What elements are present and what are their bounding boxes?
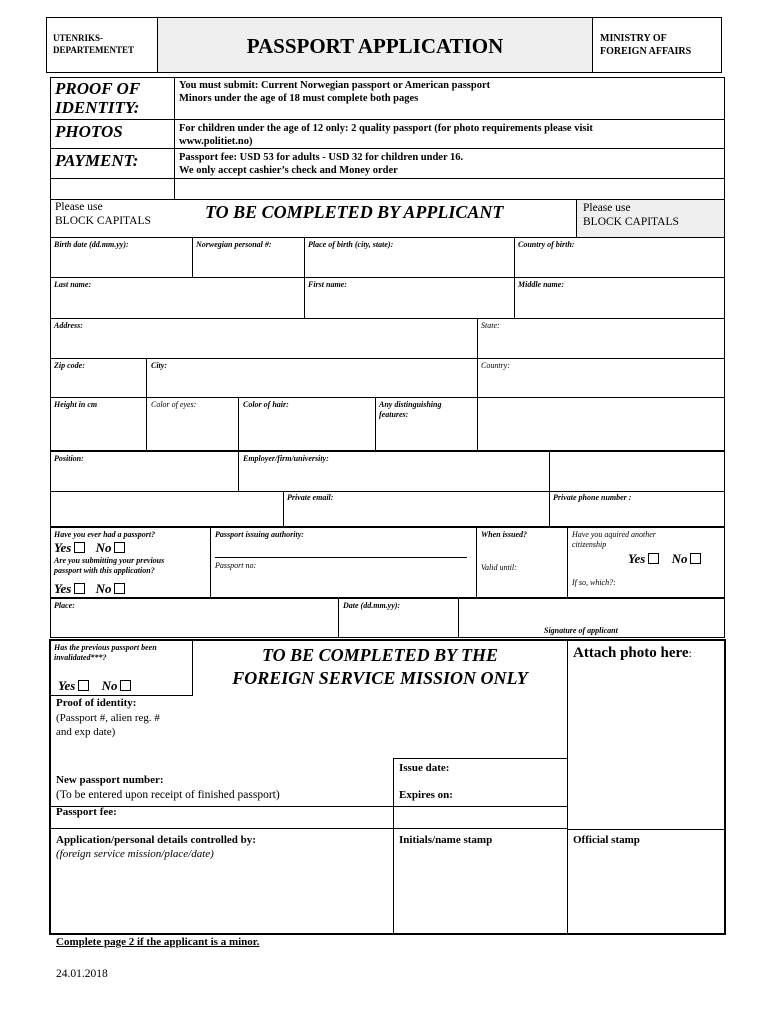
- city-field[interactable]: City:: [151, 361, 167, 370]
- proof-note-line2: and exp date): [56, 726, 116, 738]
- submitting-passport-question: [54, 556, 164, 576]
- payment-label: PAYMENT:: [55, 151, 139, 170]
- issuing-authority-field[interactable]: Passport issuing authority:: [215, 530, 304, 539]
- zip-code-field[interactable]: Zip code:: [54, 361, 85, 370]
- mission-section-title: [193, 644, 567, 690]
- place-of-birth-field[interactable]: Place of birth (city, state):: [308, 240, 394, 249]
- submitting-line2: passport with this application?: [54, 566, 155, 575]
- submitting-yes-label: Yes: [54, 581, 72, 596]
- birth-date-field[interactable]: Birth date (dd.mm.yy):: [54, 240, 129, 249]
- employment-row: [50, 451, 725, 492]
- block-capitals-right-text: [583, 201, 679, 229]
- citizenship-no-checkbox[interactable]: [690, 553, 701, 564]
- photos-text: [179, 122, 593, 148]
- private-email-field[interactable]: Private email:: [287, 493, 334, 502]
- issuing-authority-line: [215, 557, 467, 558]
- name-row: [50, 277, 725, 319]
- org-name-line2: DEPARTEMENTET: [53, 45, 135, 55]
- payment-text-line1: Passport fee: USD 53 for adults - USD 32 for children under 16.: [179, 152, 464, 163]
- address-row: [50, 318, 725, 359]
- org-name-english: [600, 32, 691, 58]
- place-field[interactable]: Place:: [54, 601, 75, 610]
- proof-note-line1: (Passport #, alien reg. #: [56, 712, 160, 724]
- header-title-box: [157, 17, 593, 73]
- submitting-yes-checkbox[interactable]: [74, 583, 85, 594]
- state-field[interactable]: State:: [481, 321, 500, 330]
- org-name-line1: UTENRIKS-: [53, 33, 104, 43]
- attach-photo-colon: :: [688, 646, 692, 660]
- proof-text: [179, 79, 490, 105]
- photos-text-line2: www.politiet.no): [179, 136, 253, 147]
- new-passport-note: (To be entered upon receipt of finished passport): [56, 789, 280, 801]
- norwegian-personal-number-field[interactable]: Norwegian personal #:: [196, 240, 272, 249]
- proof-of-identity-field[interactable]: Proof of identity:: [56, 697, 137, 709]
- submitting-no-checkbox[interactable]: [114, 583, 125, 594]
- proof-text-line1: You must submit: Current Norwegian passport or American passport: [179, 80, 491, 91]
- citizenship-yes-label: Yes: [628, 551, 646, 566]
- citizenship-yes-checkbox[interactable]: [648, 553, 659, 564]
- had-passport-question: Have you ever had a passport?: [54, 530, 156, 539]
- block-capitals-right: [576, 199, 725, 238]
- distinguishing-line2: features:: [379, 410, 409, 419]
- distinguishing-line1: Any distinguishing: [379, 400, 442, 409]
- proof-label-line1: PROOF OF: [55, 79, 141, 98]
- invalidated-no-checkbox[interactable]: [120, 680, 131, 691]
- address-field[interactable]: Address:: [54, 321, 83, 330]
- document-date: 24.01.2018: [56, 968, 108, 980]
- submitting-passport-options: [54, 581, 128, 597]
- other-citizenship-question: [572, 530, 656, 550]
- applicant-section-title: TO BE COMPLETED BY APPLICANT: [205, 202, 504, 222]
- submitting-line1: Are you submitting your previous: [54, 556, 165, 565]
- proof-label: [55, 79, 140, 117]
- org-name-norwegian: [53, 32, 134, 56]
- position-field[interactable]: Position:: [54, 454, 84, 463]
- header-left-box: [46, 17, 158, 73]
- payment-text: [179, 151, 463, 177]
- controlled-by-note: (foreign service mission/place/date): [56, 848, 214, 860]
- footer-note: Complete page 2 if the applicant is a minor.: [56, 936, 260, 948]
- invalidated-line1: Has the previous passport been: [54, 643, 157, 652]
- controlled-by-field[interactable]: Application/personal details controlled by:: [56, 834, 256, 846]
- citizenship-no-label: No: [671, 551, 688, 566]
- invalidated-yes-checkbox[interactable]: [78, 680, 89, 691]
- had-passport-no-label: No: [95, 540, 112, 555]
- had-passport-no-checkbox[interactable]: [114, 542, 125, 553]
- hair-color-field[interactable]: Color of hair:: [243, 400, 289, 409]
- valid-until-field[interactable]: Valid until:: [481, 563, 517, 572]
- submitting-no-label: No: [95, 581, 112, 596]
- date-field[interactable]: Date (dd.mm.yy):: [343, 601, 401, 610]
- please-use-line1: Please use: [55, 201, 103, 213]
- other-citizenship-options: [628, 551, 704, 567]
- expires-on-field[interactable]: Expires on:: [399, 789, 453, 801]
- mission-title-line2: FOREIGN SERVICE MISSION ONLY: [232, 668, 528, 688]
- photos-label: PHOTOS: [55, 122, 123, 141]
- which-citizenship-field[interactable]: If so, which?:: [572, 578, 616, 587]
- invalidated-no-label: No: [101, 678, 118, 693]
- passport-number-field[interactable]: Passport no:: [215, 561, 257, 570]
- employer-field[interactable]: Employer/firm/university:: [243, 454, 329, 463]
- org-name-line2: FOREIGN AFFAIRS: [600, 46, 692, 57]
- invalidated-options: [58, 678, 134, 694]
- other-citizenship-line1: Have you aquired another: [572, 530, 656, 539]
- official-stamp-field[interactable]: Official stamp: [573, 834, 640, 846]
- mission-title-line1: TO BE COMPLETED BY THE: [261, 645, 499, 665]
- had-passport-options: [54, 540, 128, 556]
- last-name-field[interactable]: Last name:: [54, 280, 92, 289]
- signature-field[interactable]: Signature of applicant: [544, 626, 618, 635]
- proof-of-identity-note: [56, 711, 160, 739]
- invalidated-question: [54, 643, 157, 663]
- when-issued-field[interactable]: When issued?: [481, 530, 528, 539]
- attach-photo-text: Attach photo here: [573, 645, 689, 661]
- header-right-box: [592, 17, 722, 73]
- please-use-line1: Please use: [583, 202, 631, 214]
- proof-label-line2: IDENTITY:: [55, 98, 140, 117]
- attach-photo-label: [573, 645, 692, 662]
- proof-text-line2: Minors under the age of 18 must complete both pages: [179, 93, 419, 104]
- payment-text-line2: We only accept cashier’s check and Money order: [179, 165, 398, 176]
- country-of-birth-field[interactable]: Country of birth:: [518, 240, 575, 249]
- passport-fee-field[interactable]: Passport fee:: [56, 806, 117, 818]
- other-citizenship-line2: citizenship: [572, 540, 607, 549]
- issue-date-field[interactable]: Issue date:: [399, 762, 450, 774]
- invalidated-yes-label: Yes: [58, 678, 76, 693]
- country-field[interactable]: Country:: [481, 361, 510, 370]
- please-use-line2: BLOCK CAPITALS: [583, 216, 679, 228]
- eye-color-field[interactable]: Color of eyes:: [151, 400, 197, 409]
- initials-stamp-field[interactable]: Initials/name stamp: [399, 834, 493, 846]
- photos-text-line1: For children under the age of 12 only: 2 quality passport (for photo requirements please visit: [179, 123, 593, 134]
- new-passport-number-field[interactable]: New passport number:: [56, 774, 164, 786]
- height-field[interactable]: Height in cm: [54, 400, 98, 409]
- private-phone-field[interactable]: Private phone number :: [553, 493, 632, 502]
- please-use-line2: BLOCK CAPITALS: [55, 215, 151, 227]
- had-passport-yes-label: Yes: [54, 540, 72, 555]
- first-name-field[interactable]: First name:: [308, 280, 347, 289]
- page-title: PASSPORT APPLICATION: [246, 34, 504, 58]
- invalidated-line2: invalidated***?: [54, 653, 107, 662]
- had-passport-yes-checkbox[interactable]: [74, 542, 85, 553]
- block-capitals-left: [55, 200, 151, 228]
- distinguishing-features-field[interactable]: [379, 400, 441, 420]
- org-name-line1: MINISTRY OF: [600, 33, 667, 44]
- middle-name-field[interactable]: Middle name:: [518, 280, 564, 289]
